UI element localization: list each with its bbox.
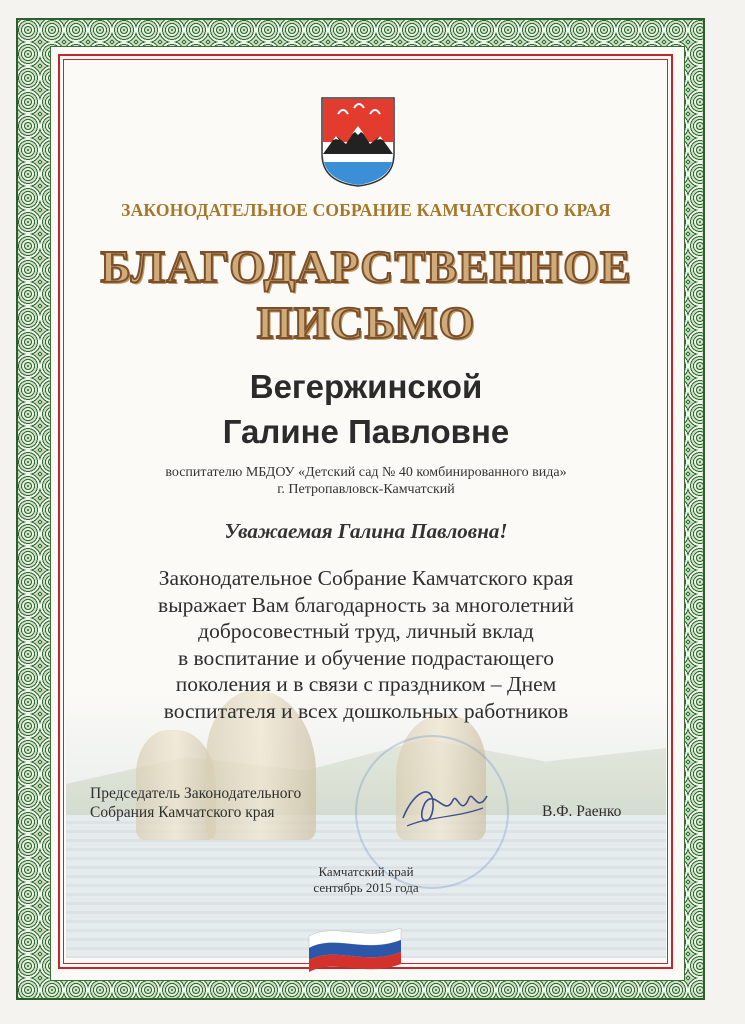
kamchatka-coat-of-arms-icon [318,96,398,188]
salutation: Уважаемая Галина Павловна! [224,519,508,543]
russian-flag-icon [305,922,405,972]
body-text [66,565,666,724]
body-line: добросовестный труд, личный вклад [198,619,534,643]
organization-name: ЗАКОНОДАТЕЛЬНОЕ СОБРАНИЕ КАМЧАТСКОГО КРАЯ [121,200,611,220]
place-and-date [66,864,666,896]
handwritten-signature [395,778,495,838]
recipient-city: г. Петропавловск-Камчатский [277,482,455,497]
signatory-title-line: Собрания Камчатского края [90,804,275,821]
body-line: Законодательное Собрание Камчатского края [158,566,574,590]
recipient-position: воспитателю МБДОУ «Детский сад № 40 комбинированного вида» [165,465,567,480]
signatory-name: В.Ф. Раенко [542,803,622,820]
document-title-line2: ПИСЬМО [256,297,476,348]
document-title-line1: БЛАГОДАРСТВЕННОЕ [100,241,632,292]
recipient-given-names: Галине Павловне [222,413,510,450]
body-line: воспитателя и всех дошкольных работников [163,698,569,723]
place: Камчатский край [318,864,414,879]
signatory-title [90,784,301,822]
body-line: выражает Вам благодарность за многолетний [158,592,574,617]
body-line: в воспитание и обучение подрастающего [177,645,555,670]
body-line: поколения и в связи с праздником – Днем [175,672,557,696]
date: сентябрь 2015 года [313,880,419,895]
signatory-title-line: Председатель Законодательного [90,785,302,802]
recipient-surname: Вегержинской [249,368,483,405]
